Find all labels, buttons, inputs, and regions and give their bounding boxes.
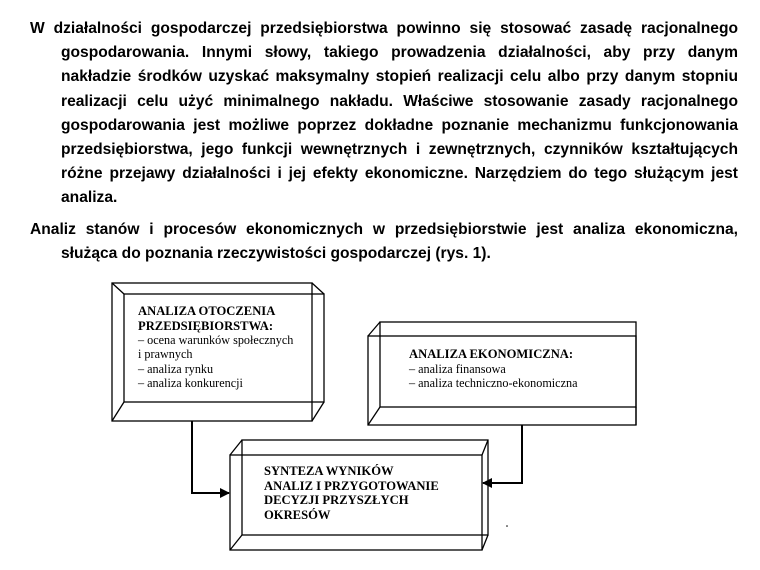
box-ekonomiczna-title: ANALIZA EKONOMICZNA: <box>409 347 574 361</box>
stray-dot <box>506 525 508 527</box>
box-otoczenie-title: ANALIZA OTOCZENIA PRZEDSIĘBIORSTWA: <box>138 304 276 333</box>
box-synteza-title: SYNTEZA WYNIKÓW ANALIZ I PRZYGOTOWANIE DECYZJI PRZYSZŁYCH OKRESÓW <box>264 464 439 522</box>
paragraph-analiza-ekonomiczna: Analiz stanów i procesów ekonomicznych w przedsiębiorstwie jest analiza ekonomiczna, służąca do poznania rzeczywistości gospodarczej (rys. 1). <box>30 221 738 263</box>
arrow-otoczenie-to-synteza <box>192 421 229 493</box>
box-synteza-text <box>264 464 479 522</box>
paragraph-racjonalne-gospodarowanie: W działalności gospodarczej przedsiębiorstwa powinno się stosować zasadę racjonalnego gospodarowania. Innymi słowy, takiego prowadzenia działalności, aby przy danym nakładzie środków uzyskać maksymalny stopień realizacji celu albo przy danym stopniu realizacji celu użyć minimalnego nakładu. Właściwe stosowanie zasady racjonalnego gospodarowania jest możliwe poprzez dokładne poznanie mechanizmu funkcjonowania przedsiębiorstwa, jego funkcji wewnętrznych i zewnętrznych, czynników kształtujących różne przejawy działalności i jej efekty ekonomiczne. Narzędziem do tego służącym jest analiza. <box>30 20 738 207</box>
box-otoczenie-text <box>138 304 328 390</box>
box-ekonomiczna-items: – analiza finansowa – analiza techniczno-ekonomiczna <box>409 361 578 390</box>
arrow-ekonomiczna-to-synteza <box>483 425 522 483</box>
box-otoczenie-items: – ocena warunków społecznych i prawnych – analiza rynku – analiza konkurencji <box>138 333 294 390</box>
box-ekonomiczna-text <box>409 347 631 390</box>
